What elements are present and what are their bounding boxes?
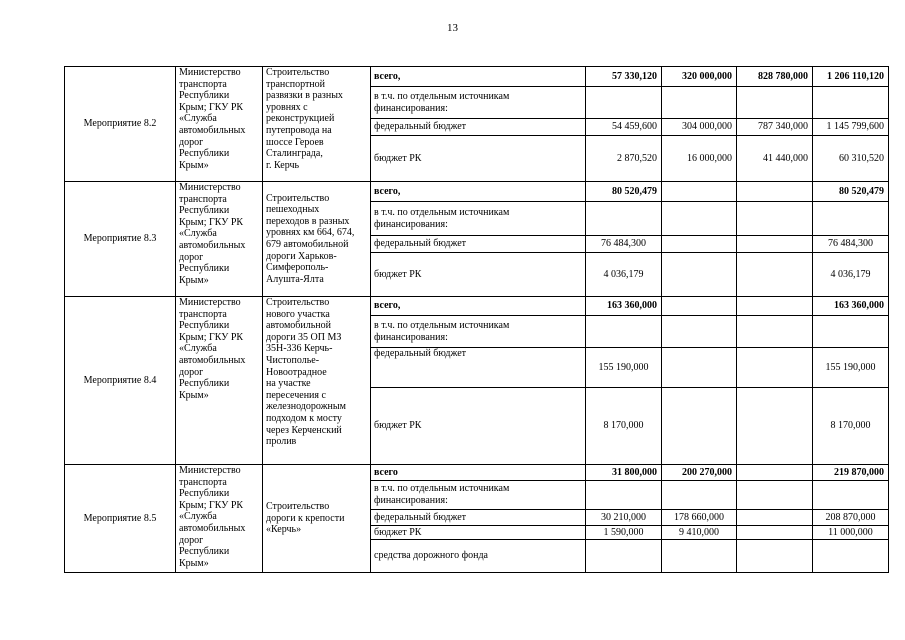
org-line: Республики [179, 148, 230, 160]
amount-cell [737, 297, 813, 316]
amount-cell: 208 870,000 [813, 510, 889, 526]
amount-cell: 80 520,479 [813, 182, 889, 202]
description-line: г. Керчь [266, 159, 300, 171]
funding-source-label: средства дорожного фонда [371, 540, 586, 573]
description-line: реконструкцией [266, 113, 335, 125]
page-number: 13 [447, 22, 458, 34]
description-line: транспортной [266, 78, 326, 90]
amount-cell [737, 202, 813, 236]
org-line: «Служба [179, 511, 217, 523]
funding-source-label: в т.ч. по отдельным источникам финансирования: [371, 202, 586, 236]
amount-cell [737, 253, 813, 297]
amount-cell [737, 510, 813, 526]
description-line: путепровода на [266, 124, 332, 136]
description-line: уровнях с [266, 101, 308, 113]
org-line: «Служба [179, 228, 217, 240]
responsible-org [176, 67, 263, 182]
table-row [65, 465, 889, 481]
funding-source-label: всего [371, 465, 586, 481]
org-line: дорог [179, 136, 204, 148]
measure-name: Мероприятие 8.2 [65, 67, 176, 182]
description-line: шоссе Героев [266, 136, 324, 148]
amount-cell [737, 348, 813, 388]
org-line: Республики [179, 378, 230, 390]
measure-description [263, 297, 371, 465]
amount-cell: 4 036,179 [586, 253, 662, 297]
description-line: автомобильной [266, 320, 331, 332]
measure-description [263, 67, 371, 182]
amount-cell [813, 316, 889, 348]
description-line: Строительство [266, 501, 330, 513]
amount-cell: 31 800,000 [586, 465, 662, 481]
amount-cell: 9 410,000 [662, 526, 737, 540]
org-line: дорог [179, 366, 204, 378]
amount-cell [662, 388, 737, 465]
org-line: Республики [179, 546, 230, 558]
amount-cell: 200 270,000 [662, 465, 737, 481]
org-line: автомобильных [179, 124, 246, 136]
amount-cell [662, 202, 737, 236]
amount-cell [662, 236, 737, 253]
org-line: дорог [179, 534, 204, 546]
amount-cell: 1 206 110,120 [813, 67, 889, 87]
description-line: Алушта-Ялта [266, 273, 324, 285]
amount-cell [662, 540, 737, 573]
amount-cell: 8 170,000 [586, 388, 662, 465]
funding-source-label: в т.ч. по отдельным источникам финансирования: [371, 316, 586, 348]
description-line: Строительство [266, 67, 330, 78]
table-row [65, 67, 889, 87]
amount-cell: 76 484,300 [813, 236, 889, 253]
description-line: на участке [266, 378, 311, 390]
org-line: Крым» [179, 274, 209, 286]
org-line: Министерство [179, 297, 241, 308]
funding-source-label: всего, [371, 67, 586, 87]
amount-cell: 80 520,479 [586, 182, 662, 202]
amount-cell: 163 360,000 [813, 297, 889, 316]
amount-cell [662, 348, 737, 388]
org-line: автомобильных [179, 239, 246, 251]
description-line: переходов в разных [266, 215, 350, 227]
budget-table [64, 66, 889, 573]
amount-cell: 304 000,000 [662, 119, 737, 136]
funding-source-label: федеральный бюджет [371, 236, 586, 253]
amount-cell [737, 540, 813, 573]
amount-cell [737, 481, 813, 510]
org-line: Министерство [179, 67, 241, 78]
description-line: Симферополь- [266, 262, 329, 274]
description-line: железнодорожным [266, 401, 346, 413]
description-line: нового участка [266, 308, 330, 320]
org-line: Крым; ГКУ РК [179, 216, 244, 228]
org-line: автомобильных [179, 354, 246, 366]
amount-cell [586, 87, 662, 119]
amount-cell [813, 540, 889, 573]
org-line: автомобильных [179, 522, 246, 534]
amount-cell [737, 316, 813, 348]
funding-source-label: в т.ч. по отдельным источникам финансирования: [371, 481, 586, 510]
amount-cell: 76 484,300 [586, 236, 662, 253]
amount-cell [737, 526, 813, 540]
org-line: Крым; ГКУ РК [179, 499, 244, 511]
description-line: Чистополье- [266, 354, 320, 366]
amount-cell [586, 540, 662, 573]
responsible-org [176, 297, 263, 465]
amount-cell [662, 253, 737, 297]
measure-name: Мероприятие 8.5 [65, 465, 176, 573]
table-row [65, 297, 889, 316]
funding-source-label: в т.ч. по отдельным источникам финансирования: [371, 87, 586, 119]
funding-source-label: федеральный бюджет [371, 119, 586, 136]
org-line: Республики [179, 90, 230, 102]
description-line: дороги 35 ОП МЗ [266, 331, 342, 343]
amount-cell: 1 590,000 [586, 526, 662, 540]
org-line: транспорта [179, 193, 227, 205]
funding-source-label: бюджет РК [371, 136, 586, 182]
amount-cell: 163 360,000 [586, 297, 662, 316]
description-line: дороги к крепости [266, 512, 345, 524]
description-line: пролив [266, 436, 297, 448]
amount-cell [737, 236, 813, 253]
amount-cell: 828 780,000 [737, 67, 813, 87]
description-line: пересечения с [266, 389, 326, 401]
amount-cell [662, 316, 737, 348]
amount-cell: 155 190,000 [586, 348, 662, 388]
funding-source-label: всего, [371, 297, 586, 316]
amount-cell: 57 330,120 [586, 67, 662, 87]
amount-cell: 4 036,179 [813, 253, 889, 297]
amount-cell [586, 481, 662, 510]
amount-cell [586, 202, 662, 236]
amount-cell: 41 440,000 [737, 136, 813, 182]
description-line: Сталинграда, [266, 148, 323, 160]
amount-cell: 16 000,000 [662, 136, 737, 182]
description-line: Новоотрадное [266, 366, 327, 378]
amount-cell [813, 481, 889, 510]
description-line: пешеходных [266, 204, 320, 216]
org-line: Министерство [179, 182, 241, 193]
org-line: Республики [179, 205, 230, 217]
org-line: Крым; ГКУ РК [179, 101, 244, 113]
measure-name: Мероприятие 8.3 [65, 182, 176, 297]
amount-cell: 219 870,000 [813, 465, 889, 481]
amount-cell [737, 465, 813, 481]
amount-cell [737, 388, 813, 465]
org-line: транспорта [179, 476, 227, 488]
amount-cell [662, 481, 737, 510]
measure-description [263, 182, 371, 297]
description-line: развязки в разных [266, 90, 343, 102]
funding-source-label: бюджет РК [371, 526, 586, 540]
description-line: 679 автомобильной [266, 239, 349, 250]
org-line: Республики [179, 320, 230, 332]
funding-source-label: бюджет РК [371, 253, 586, 297]
org-line: Крым» [179, 389, 209, 401]
responsible-org [176, 465, 263, 573]
funding-source-label: всего, [371, 182, 586, 202]
amount-cell: 11 000,000 [813, 526, 889, 540]
amount-cell [813, 87, 889, 119]
amount-cell: 155 190,000 [813, 348, 889, 388]
measure-name: Мероприятие 8.4 [65, 297, 176, 465]
description-line: Строительство [266, 297, 330, 308]
amount-cell [662, 182, 737, 202]
funding-source-label: федеральный бюджет [371, 348, 586, 388]
amount-cell: 320 000,000 [662, 67, 737, 87]
org-line: Крым; ГКУ РК [179, 331, 244, 343]
amount-cell: 178 660,000 [662, 510, 737, 526]
amount-cell [737, 182, 813, 202]
description-line: Строительство [266, 192, 330, 204]
description-line: 35Н-336 Керчь- [266, 343, 333, 355]
org-line: Республики [179, 488, 230, 500]
measure-description [263, 465, 371, 573]
amount-cell [813, 202, 889, 236]
org-line: Крым» [179, 557, 209, 569]
responsible-org [176, 182, 263, 297]
amount-cell: 8 170,000 [813, 388, 889, 465]
description-line: дороги Харьков- [266, 250, 337, 262]
org-line: Крым» [179, 159, 209, 171]
description-line: через Керченский [266, 424, 342, 436]
amount-cell: 30 210,000 [586, 510, 662, 526]
org-line: «Служба [179, 343, 217, 355]
description-line: «Керчь» [266, 524, 302, 536]
amount-cell [662, 297, 737, 316]
org-line: Министерство [179, 465, 241, 476]
amount-cell: 2 870,520 [586, 136, 662, 182]
org-line: транспорта [179, 308, 227, 320]
amount-cell: 60 310,520 [813, 136, 889, 182]
org-line: транспорта [179, 78, 227, 90]
amount-cell [737, 87, 813, 119]
amount-cell: 787 340,000 [737, 119, 813, 136]
amount-cell [586, 316, 662, 348]
amount-cell: 1 145 799,600 [813, 119, 889, 136]
amount-cell: 54 459,600 [586, 119, 662, 136]
org-line: «Служба [179, 113, 217, 125]
org-line: Республики [179, 263, 230, 275]
description-line: уровнях км 664, 674, [266, 227, 355, 239]
table-row [65, 182, 889, 202]
funding-source-label: бюджет РК [371, 388, 586, 465]
funding-source-label: федеральный бюджет [371, 510, 586, 526]
amount-cell [662, 87, 737, 119]
org-line: дорог [179, 251, 204, 263]
description-line: подходом к мосту [266, 412, 342, 424]
